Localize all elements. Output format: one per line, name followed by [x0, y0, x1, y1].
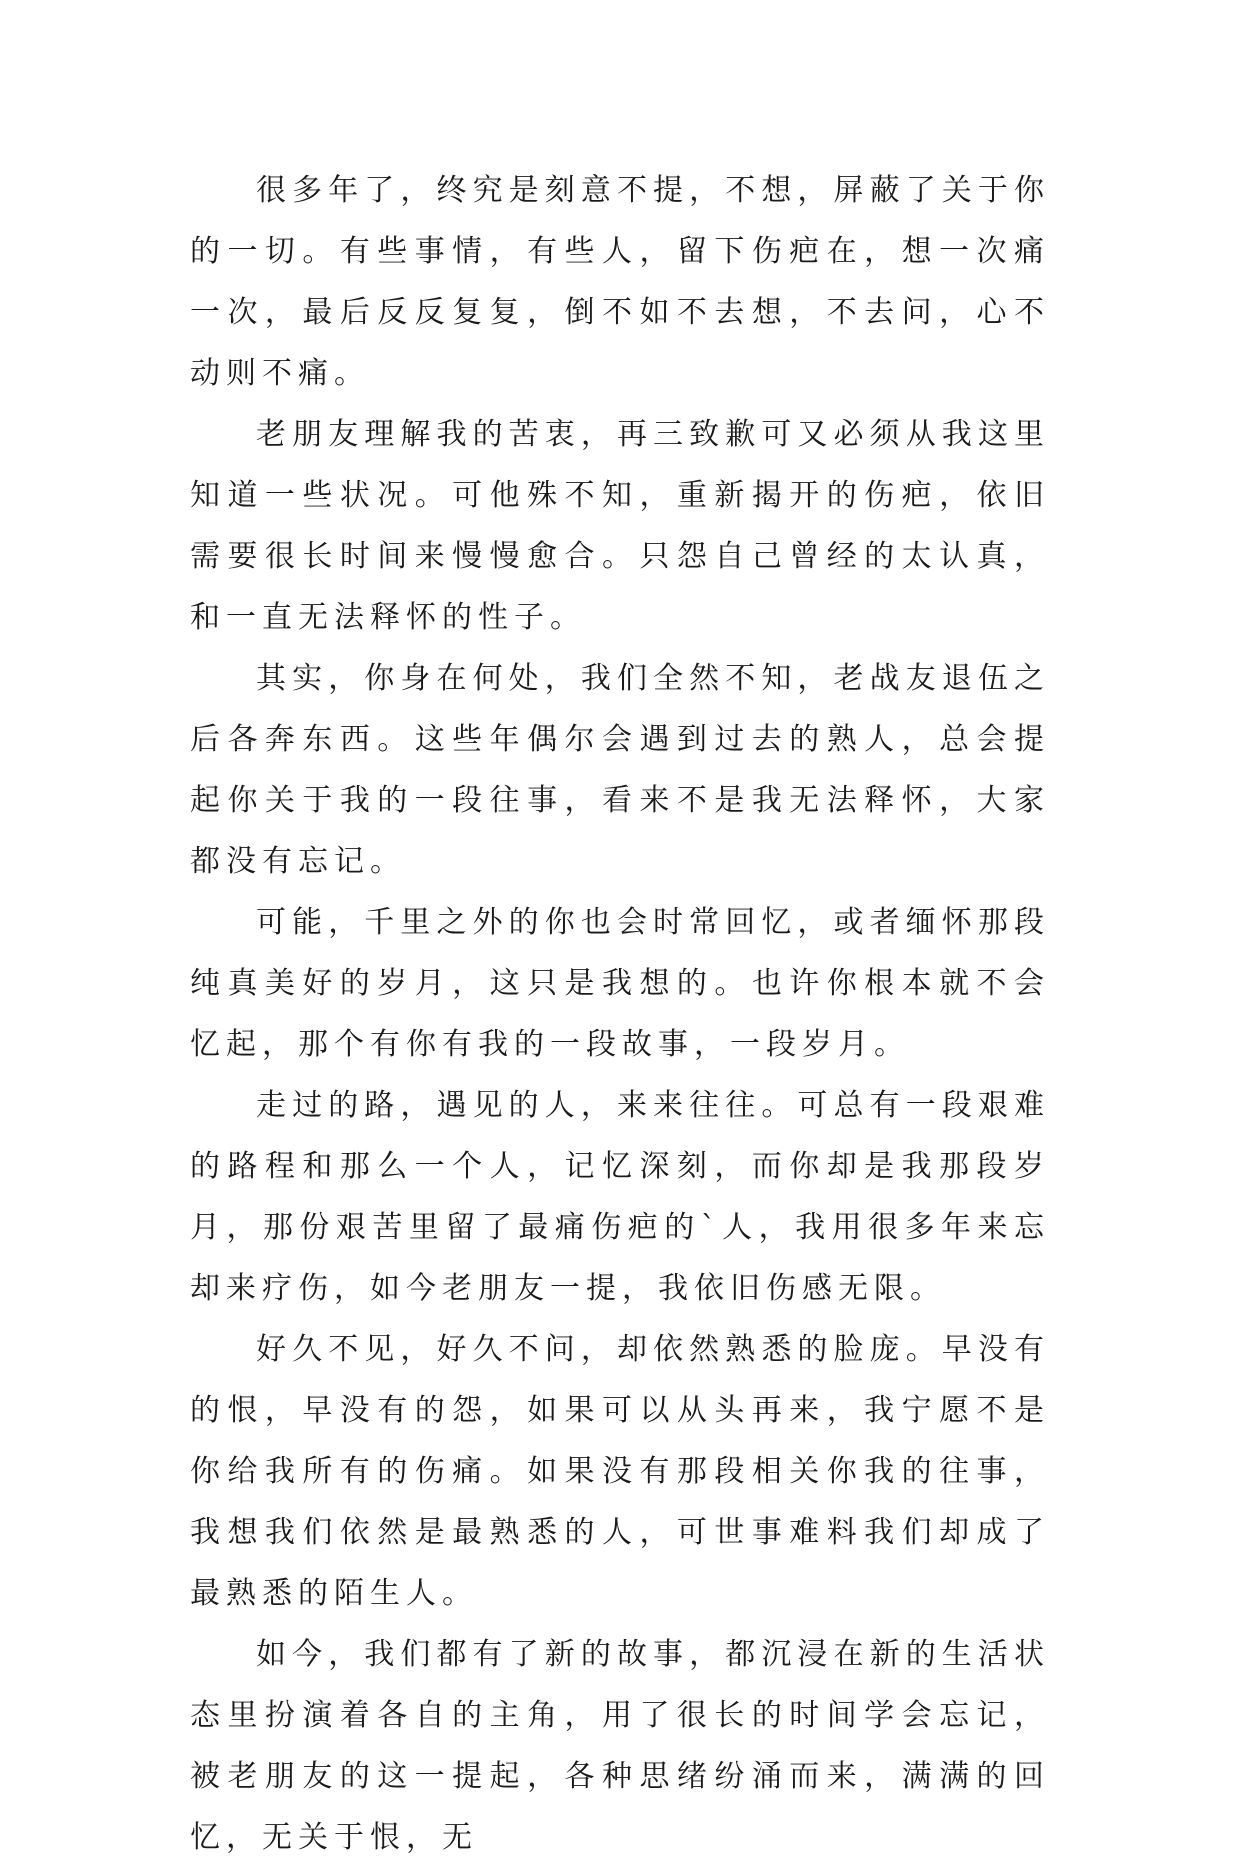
- paragraph-2: 老朋友理解我的苦衷，再三致歉可又必须从我这里知道一些状况。可他殊不知，重新揭开的伤疤，依旧需要很长时间来慢慢愈合。只怨自己曾经的太认真，和一直无法释怀的性子。: [190, 417, 1050, 635]
- paragraph-7: 如今，我们都有了新的故事，都沉浸在新的生活状态里扮演着各自的主角，用了很长的时间学会忘记，被老朋友的这一提起，各种思绪纷涌而来，满满的回忆，无关于恨，无: [190, 1637, 1050, 1855]
- document-body: [190, 160, 1050, 1868]
- paragraph-4: 可能，千里之外的你也会时常回忆，或者缅怀那段纯真美好的岁月，这只是我想的。也许你根本就不会忆起，那个有你有我的一段故事，一段岁月。: [190, 905, 1050, 1062]
- paragraph-3: 其实，你身在何处，我们全然不知，老战友退伍之后各奔东西。这些年偶尔会遇到过去的熟人，总会提起你关于我的一段往事，看来不是我无法释怀，大家都没有忘记。: [190, 661, 1050, 879]
- paragraph-6: 好久不见，好久不问，却依然熟悉的脸庞。早没有的恨，早没有的怨，如果可以从头再来，我宁愿不是你给我所有的伤痛。如果没有那段相关你我的往事，我想我们依然是最熟悉的人，可世事难料我们却成了最熟悉的陌生人。: [190, 1332, 1050, 1611]
- paragraph-5: 走过的路，遇见的人，来来往往。可总有一段艰难的路程和那么一个人，记忆深刻，而你却是我那段岁月，那份艰苦里留了最痛伤疤的`人，我用很多年来忘却来疗伤，如今老朋友一提，我依旧伤感无限。: [190, 1088, 1050, 1306]
- paragraph-1: 很多年了，终究是刻意不提，不想，屏蔽了关于你的一切。有些事情，有些人，留下伤疤在，想一次痛一次，最后反反复复，倒不如不去想，不去问，心不动则不痛。: [190, 173, 1050, 391]
